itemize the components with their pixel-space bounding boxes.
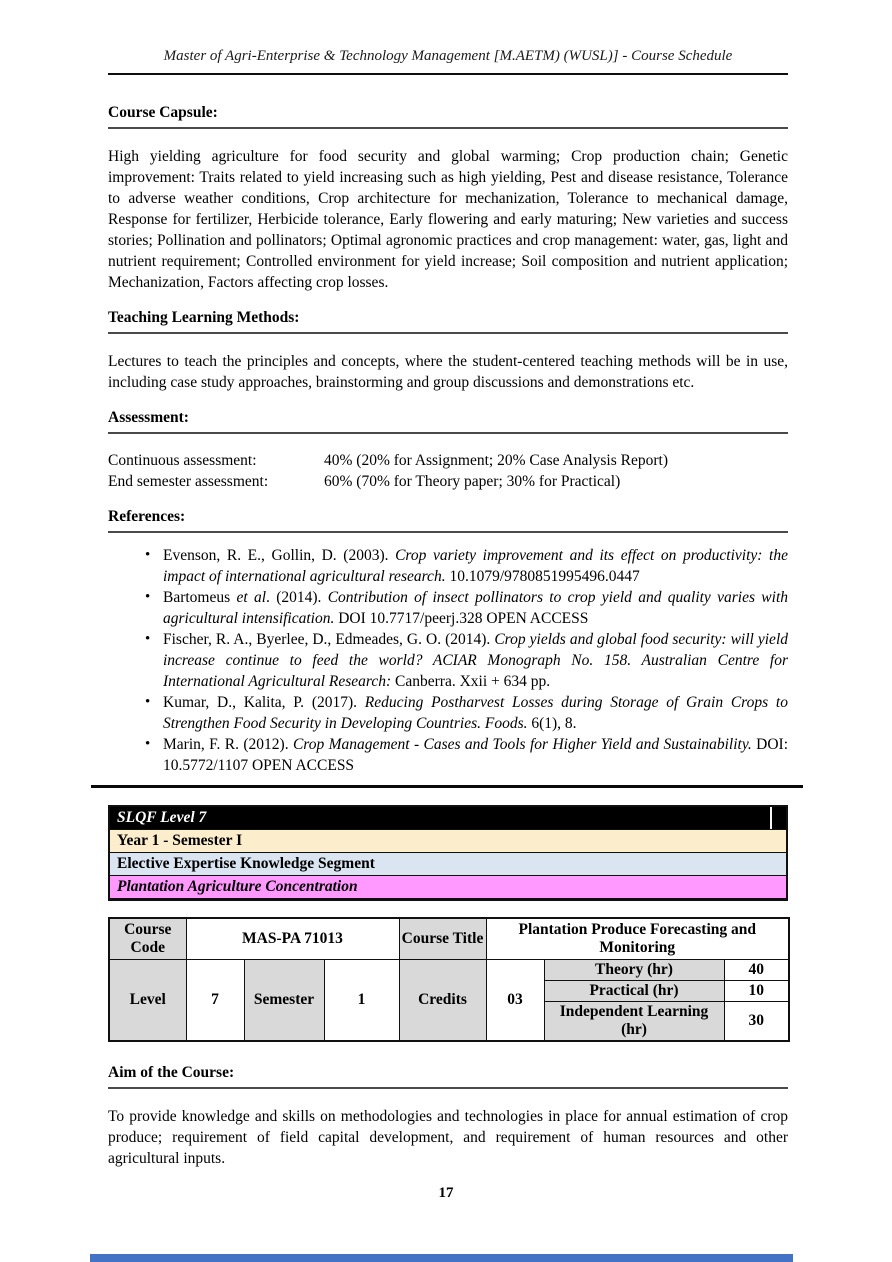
reference-text: Evenson, R. E., Gollin, D. (2003). Crop variety improvement and its effect on productivity: the impact of international agricultural research. 10.1079/9780851995496.0447 [163,547,788,585]
next-page-cutoff-bar [90,1254,793,1262]
banner-cell-divider [770,807,772,829]
assessment-rows [108,450,788,492]
course-title-label-cell: Course Title [399,918,486,960]
course-code-label-cell: Course Code [109,918,186,960]
reference-item [108,692,788,734]
course-code-value-cell: MAS-PA 71013 [186,918,399,960]
section-heading-course-capsule: Course Capsule: [108,103,788,129]
level-label-cell: Level [109,960,186,1042]
bullet-icon: • [145,589,151,605]
theory-hours-label-cell: Theory (hr) [544,960,724,981]
theory-hours-value-cell: 40 [724,960,789,981]
assessment-label: Continuous assessment: [108,452,257,469]
credits-label-cell: Credits [399,960,486,1042]
bullet-icon: • [145,631,151,647]
table-row [109,918,789,960]
references-list [108,545,788,776]
banner-row-2 [110,852,786,875]
reference-item [108,587,788,629]
bullet-icon: • [145,547,151,563]
section-heading-references: References: [108,507,788,533]
course-capsule-paragraph: High yielding agriculture for food security and global warming; Crop production chain; Genetic improvement: Traits related to yield increasing such as high yielding, Pest and disease resistance, Tolerance to adverse weather conditions, Crop architecture for mechanization, Tolerance to mechanical damage, Response for fertilizer, Herbicide tolerance, Early flowering and early maturing; New varieties and success stories; Pollination and pollinators; Optimal agronomic practices and crop management: water, gas, light and nutrient requirement; Controlled environment for yield increase; Soil composition and nutrient application; Mechanization, Factors affecting crop losses. [108,148,788,291]
reference-text: Kumar, D., Kalita, P. (2017). Reducing Postharvest Losses during Storage of Grain Crops to Strengthen Food Security in Developing Countries. Foods. 6(1), 8. [163,694,788,732]
banner-row-1 [110,829,786,852]
banner-row-label: SLQF Level 7 [117,809,207,826]
reference-item [108,629,788,692]
banner-row-label: Year 1 - Semester I [117,832,243,849]
banner-row-0 [110,807,786,829]
banner-row-3 [110,875,786,898]
reference-item [108,734,788,776]
course-info-table [108,917,790,1042]
reference-item [108,545,788,587]
banner-row-label: Elective Expertise Knowledge Segment [117,855,375,872]
semester-label-cell: Semester [244,960,324,1042]
section-heading-assessment: Assessment: [108,408,788,434]
table-row [109,960,789,981]
assessment-row-end-semester [108,471,788,492]
aim-paragraph: To provide knowledge and skills on methodologies and technologies in place for annual estimation of crop produce; requirement of field capital development, and requirement of human resources and other agricultural inputs. [108,1108,788,1167]
semester-value-cell: 1 [324,960,399,1042]
reference-text: Marin, F. R. (2012). Crop Management - Cases and Tools for Higher Yield and Sustainability. DOI: 10.5772/1107 OPEN ACCESS [163,736,789,774]
banner-row-label: Plantation Agriculture Concentration [117,878,358,895]
assessment-value: 40% (20% for Assignment; 20% Case Analysis Report) [324,452,668,469]
section-heading-aim: Aim of the Course: [108,1063,788,1089]
assessment-value: 60% (70% for Theory paper; 30% for Practical) [324,473,621,490]
level-value-cell: 7 [186,960,244,1042]
independent-learning-label-cell: Independent Learning (hr) [544,1002,724,1042]
page-header: Master of Agri-Enterprise & Technology Management [M.AETM) (WUSL)] - Course Schedule [163,48,733,64]
bullet-icon: • [145,736,151,752]
practical-hours-value-cell: 10 [724,981,789,1002]
page-number: 17 [438,1185,454,1201]
header-rule [108,73,788,75]
section-divider-rule [91,785,803,788]
bullet-icon: • [145,694,151,710]
teaching-methods-paragraph: Lectures to teach the principles and concepts, where the student-centered teaching methods will be in use, including case study approaches, brainstorming and group discussions and demonstrations etc. [108,353,788,391]
assessment-row-continuous [108,450,788,471]
reference-text: Bartomeus et al. (2014). Contribution of insect pollinators to crop yield and quality varies with agricultural intensification. DOI 10.7717/peerj.328 OPEN ACCESS [163,589,789,627]
course-title-value-cell: Plantation Produce Forecasting and Monitoring [486,918,789,960]
section-heading-teaching-methods: Teaching Learning Methods: [108,308,788,334]
practical-hours-label-cell: Practical (hr) [544,981,724,1002]
reference-text: Fischer, R. A., Byerlee, D., Edmeades, G. O. (2014). Crop yields and global food security: will yield increase continue to feed the world? ACIAR Monograph No. 158. Australian Centre for International Agricultural Research: Canberra. Xxii + 634 pp. [163,631,788,690]
assessment-label: End semester assessment: [108,473,269,490]
banner-table [108,805,788,901]
credits-value-cell: 03 [486,960,544,1042]
independent-learning-value-cell: 30 [724,1002,789,1042]
